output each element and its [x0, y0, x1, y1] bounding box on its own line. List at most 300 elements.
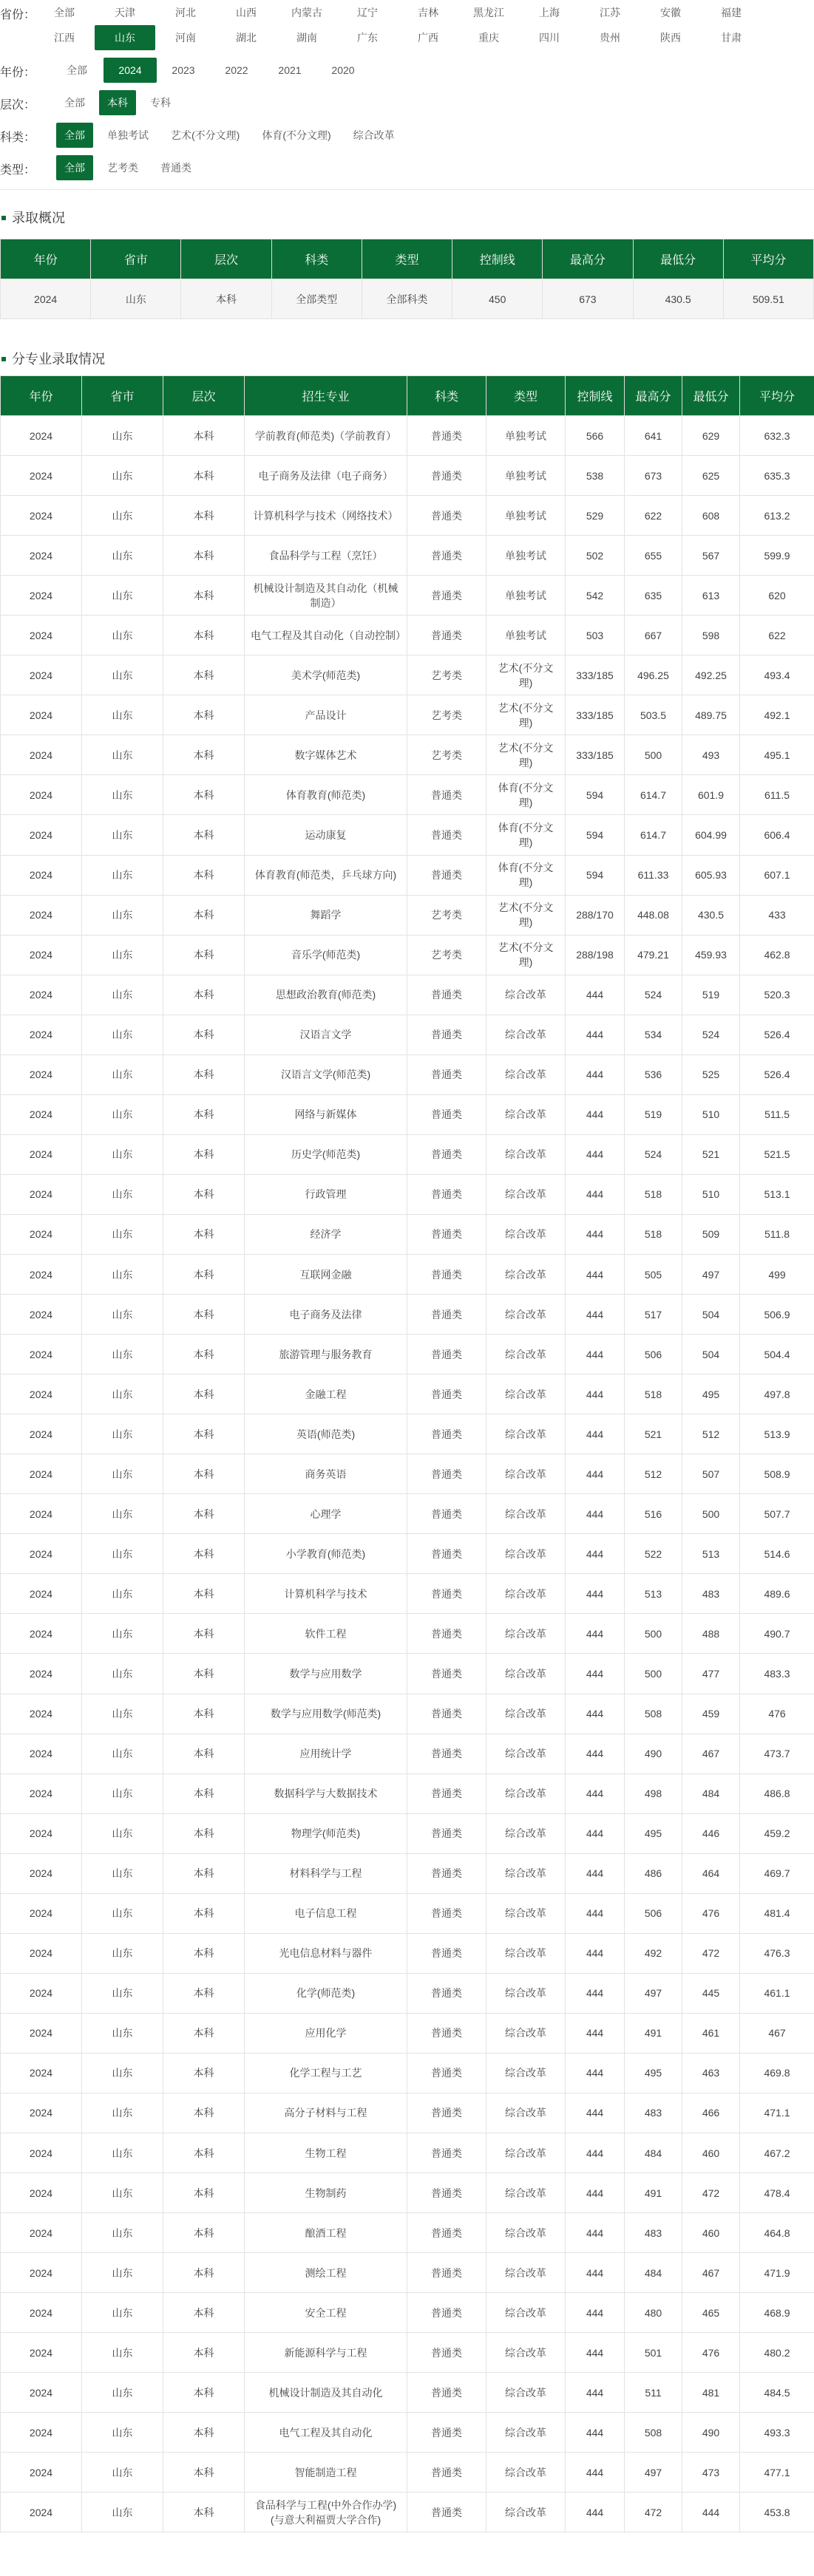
- table-cell: 444: [566, 1893, 625, 1933]
- province-option[interactable]: 河北: [175, 7, 196, 18]
- table-cell: 普通类: [407, 1015, 486, 1054]
- table-cell: 综合改革: [486, 1694, 566, 1734]
- table-cell: 2024: [1, 775, 82, 815]
- year-option[interactable]: 全部: [67, 64, 87, 76]
- table-cell: 444: [566, 2093, 625, 2133]
- column-header: 省市: [91, 239, 181, 279]
- table-cell: 本科: [163, 1295, 245, 1335]
- table-cell: 288/170: [566, 895, 625, 935]
- table-cell: 普通类: [407, 536, 486, 576]
- table-cell: 463: [682, 2053, 740, 2093]
- table-cell: 本科: [163, 1414, 245, 1454]
- table-cell: 综合改革: [486, 2013, 566, 2053]
- year-option[interactable]: 2022: [225, 64, 248, 76]
- table-cell: 469.7: [740, 1853, 814, 1893]
- province-option[interactable]: 山东: [95, 25, 155, 50]
- table-cell: 529: [566, 496, 625, 536]
- table-cell: 山东: [82, 2413, 163, 2453]
- table-cell: 美术学(师范类): [245, 655, 407, 695]
- table-cell: 444: [566, 1214, 625, 1254]
- table-cell: 444: [682, 2492, 740, 2532]
- table-cell: 444: [566, 2053, 625, 2093]
- table-cell: 288/198: [566, 935, 625, 975]
- province-option[interactable]: 贵州: [600, 32, 620, 44]
- kelei-option[interactable]: 艺术(不分文理): [171, 129, 240, 141]
- table-cell: 513: [682, 1534, 740, 1574]
- province-option[interactable]: 黑龙江: [473, 7, 504, 18]
- table-cell: 化学(师范类): [245, 1973, 407, 2013]
- table-cell: 513: [625, 1574, 682, 1614]
- table-cell: 综合改革: [486, 1454, 566, 1494]
- table-cell: 综合改革: [486, 1973, 566, 2013]
- table-cell: 山东: [82, 536, 163, 576]
- table-cell: 502: [566, 536, 625, 576]
- column-header: 科类: [407, 376, 486, 416]
- table-cell: 综合改革: [486, 1015, 566, 1054]
- table-cell: 综合改革: [486, 2253, 566, 2293]
- table-cell: 538: [566, 456, 625, 496]
- province-option[interactable]: 全部: [54, 7, 75, 18]
- province-option[interactable]: 四川: [539, 32, 560, 44]
- table-cell: 2024: [1, 855, 82, 895]
- table-cell: 普通类: [407, 2413, 486, 2453]
- province-option[interactable]: 福建: [721, 7, 742, 18]
- table-cell: 2024: [1, 1654, 82, 1694]
- table-cell: 478.4: [740, 2173, 814, 2213]
- table-cell: 484: [682, 1773, 740, 1813]
- summary-table: [0, 239, 814, 319]
- table-cell: 本科: [163, 895, 245, 935]
- table-cell: 504: [682, 1335, 740, 1374]
- table-row: [1, 1454, 814, 1494]
- table-cell: 普通类: [407, 2333, 486, 2373]
- kelei-filter-row: [0, 123, 814, 148]
- table-cell: 444: [566, 1414, 625, 1454]
- table-cell: 605.93: [682, 855, 740, 895]
- table-cell: 472: [682, 2173, 740, 2213]
- table-cell: 466: [682, 2093, 740, 2133]
- province-option[interactable]: 广西: [418, 32, 438, 44]
- table-cell: 2024: [1, 2492, 82, 2532]
- table-cell: 508: [625, 1694, 682, 1734]
- kelei-option[interactable]: 全部: [56, 123, 93, 148]
- table-cell: 495: [625, 1813, 682, 1853]
- table-cell: 综合改革: [486, 1574, 566, 1614]
- table-cell: 492.1: [740, 695, 814, 735]
- column-header: 最高分: [543, 239, 633, 279]
- table-cell: 507.7: [740, 1494, 814, 1534]
- table-cell: 山东: [82, 1335, 163, 1374]
- table-cell: 产品设计: [245, 695, 407, 735]
- column-header: 类型: [362, 239, 452, 279]
- level-option[interactable]: 本科: [99, 90, 136, 115]
- table-cell: 单独考试: [486, 416, 566, 456]
- table-cell: 483: [625, 2093, 682, 2133]
- table-cell: 497: [682, 1254, 740, 1294]
- table-cell: 594: [566, 815, 625, 855]
- table-cell: 山东: [82, 1054, 163, 1094]
- province-filter-row: [0, 0, 814, 50]
- province-option[interactable]: 广东: [357, 32, 378, 44]
- table-cell: 465: [682, 2293, 740, 2333]
- table-cell: 2024: [1, 2253, 82, 2293]
- province-option[interactable]: 陕西: [660, 32, 681, 44]
- column-header: 控制线: [566, 376, 625, 416]
- table-cell: 444: [566, 1174, 625, 1214]
- table-cell: 2024: [1, 695, 82, 735]
- table-cell: 473.7: [740, 1734, 814, 1773]
- table-cell: 本科: [163, 1015, 245, 1054]
- province-option[interactable]: 内蒙古: [291, 7, 322, 18]
- table-cell: 622: [740, 616, 814, 655]
- table-cell: 综合改革: [486, 2453, 566, 2492]
- table-cell: 433: [740, 895, 814, 935]
- table-cell: 497: [625, 1973, 682, 2013]
- table-cell: 普通类: [407, 1374, 486, 1414]
- kelei-option[interactable]: 单独考试: [107, 129, 149, 141]
- province-option[interactable]: 安徽: [660, 7, 681, 18]
- table-cell: 综合改革: [486, 1254, 566, 1294]
- table-row: [1, 2333, 814, 2373]
- table-cell: 484.5: [740, 2373, 814, 2413]
- table-cell: 汉语言文学: [245, 1015, 407, 1054]
- table-cell: 567: [682, 536, 740, 576]
- table-cell: 509.51: [723, 279, 813, 319]
- table-cell: 普通类: [407, 975, 486, 1015]
- table-cell: 体育(不分文理): [486, 815, 566, 855]
- table-cell: 山东: [82, 1374, 163, 1414]
- province-option[interactable]: 湖北: [236, 32, 257, 44]
- table-cell: 464: [682, 1853, 740, 1893]
- table-cell: 483.3: [740, 1654, 814, 1694]
- table-cell: 山东: [82, 1414, 163, 1454]
- table-cell: 综合改革: [486, 1893, 566, 1933]
- table-cell: 综合改革: [486, 2373, 566, 2413]
- level-option[interactable]: 专科: [150, 97, 171, 109]
- table-cell: 本科: [163, 2492, 245, 2532]
- table-cell: 山东: [82, 416, 163, 456]
- table-cell: 492.25: [682, 655, 740, 695]
- table-row: [1, 1654, 814, 1694]
- table-cell: 594: [566, 775, 625, 815]
- table-cell: 山东: [82, 1174, 163, 1214]
- province-option[interactable]: 江西: [54, 32, 75, 44]
- table-cell: 614.7: [625, 775, 682, 815]
- province-option[interactable]: 湖南: [296, 32, 317, 44]
- table-cell: 505: [625, 1254, 682, 1294]
- table-cell: 网络与新媒体: [245, 1094, 407, 1134]
- table-cell: 普通类: [407, 1574, 486, 1614]
- table-cell: 酿酒工程: [245, 2213, 407, 2253]
- table-cell: 本科: [163, 1134, 245, 1174]
- table-cell: 本科: [163, 2293, 245, 2333]
- type-option[interactable]: 普通类: [160, 162, 191, 174]
- table-cell: 511.5: [740, 1094, 814, 1134]
- table-cell: 普通类: [407, 2213, 486, 2253]
- table-cell: 2024: [1, 1454, 82, 1494]
- table-cell: 体育教育(师范类): [245, 775, 407, 815]
- table-row: [1, 2413, 814, 2453]
- table-cell: 电气工程及其自动化: [245, 2413, 407, 2453]
- table-cell: 计算机科学与技术（网络技术）: [245, 496, 407, 536]
- table-cell: 艺术(不分文理): [486, 935, 566, 975]
- table-cell: 材料科学与工程: [245, 1853, 407, 1893]
- table-cell: 460: [682, 2213, 740, 2253]
- column-header: 控制线: [452, 239, 543, 279]
- level-options: [0, 90, 814, 115]
- table-cell: 444: [566, 2133, 625, 2173]
- table-cell: 484: [625, 2253, 682, 2293]
- table-cell: 化学工程与工艺: [245, 2053, 407, 2093]
- kelei-option[interactable]: 体育(不分文理): [262, 129, 331, 141]
- table-cell: 444: [566, 1494, 625, 1534]
- table-cell: 本科: [163, 1773, 245, 1813]
- table-cell: 经济学: [245, 1214, 407, 1254]
- level-option[interactable]: 全部: [64, 97, 85, 109]
- table-cell: 444: [566, 1534, 625, 1574]
- table-cell: 电子商务及法律: [245, 1295, 407, 1335]
- table-cell: 普通类: [407, 2293, 486, 2333]
- table-cell: 2024: [1, 1494, 82, 1534]
- table-cell: 综合改革: [486, 2333, 566, 2373]
- province-option[interactable]: 辽宁: [357, 7, 378, 18]
- table-cell: 444: [566, 1813, 625, 1853]
- table-cell: 488: [682, 1614, 740, 1654]
- majors-table-wrap: [0, 375, 814, 2532]
- table-cell: 食品科学与工程（烹饪）: [245, 536, 407, 576]
- table-cell: 514.6: [740, 1534, 814, 1574]
- table-cell: 普通类: [407, 1773, 486, 1813]
- table-cell: 504.4: [740, 1335, 814, 1374]
- table-cell: 2024: [1, 1773, 82, 1813]
- table-cell: 594: [566, 855, 625, 895]
- table-cell: 食品科学与工程(中外合作办学)(与意大利福贾大学合作): [245, 2492, 407, 2532]
- table-cell: 2024: [1, 815, 82, 855]
- kelei-options: [0, 123, 814, 148]
- table-cell: 普通类: [407, 1414, 486, 1454]
- table-cell: 2024: [1, 1734, 82, 1773]
- table-row: [1, 279, 814, 319]
- table-cell: 本科: [163, 655, 245, 695]
- column-header: 省市: [82, 376, 163, 416]
- table-row: [1, 1614, 814, 1654]
- table-cell: 综合改革: [486, 1134, 566, 1174]
- table-row: [1, 2013, 814, 2053]
- table-row: [1, 1534, 814, 1574]
- table-cell: 510: [682, 1094, 740, 1134]
- table-cell: 山东: [82, 616, 163, 655]
- table-cell: 444: [566, 1614, 625, 1654]
- table-cell: 471.1: [740, 2093, 814, 2133]
- table-row: [1, 1374, 814, 1414]
- table-cell: 2024: [1, 1534, 82, 1574]
- table-cell: 普通类: [407, 1973, 486, 2013]
- table-cell: 综合改革: [486, 2173, 566, 2213]
- province-option[interactable]: 山西: [236, 7, 257, 18]
- table-cell: 446: [682, 1813, 740, 1853]
- table-cell: 608: [682, 496, 740, 536]
- table-cell: 体育(不分文理): [486, 775, 566, 815]
- table-cell: 普通类: [407, 1214, 486, 1254]
- province-option[interactable]: 重庆: [478, 32, 499, 44]
- column-header: 最低分: [633, 239, 723, 279]
- table-cell: 旅游管理与服务教育: [245, 1335, 407, 1374]
- year-filter-label: 年份：: [0, 67, 36, 79]
- table-cell: 2024: [1, 1374, 82, 1414]
- table-cell: 444: [566, 1773, 625, 1813]
- table-cell: 467: [740, 2013, 814, 2053]
- table-cell: 2024: [1, 2173, 82, 2213]
- column-header: 平均分: [723, 239, 813, 279]
- table-cell: 普通类: [407, 1295, 486, 1335]
- year-option[interactable]: 2024: [104, 58, 157, 83]
- kelei-option[interactable]: 综合改革: [353, 129, 395, 141]
- table-cell: 综合改革: [486, 2133, 566, 2173]
- table-cell: 软件工程: [245, 1614, 407, 1654]
- table-cell: 462.8: [740, 935, 814, 975]
- type-filter-label: 类型：: [0, 164, 36, 177]
- table-cell: 2024: [1, 1893, 82, 1933]
- table-cell: 518: [625, 1214, 682, 1254]
- year-option[interactable]: 2021: [278, 64, 302, 76]
- table-cell: 481: [682, 2373, 740, 2413]
- table-cell: 2024: [1, 536, 82, 576]
- table-cell: 山东: [82, 2053, 163, 2093]
- table-cell: 483: [625, 2213, 682, 2253]
- table-cell: 507: [682, 1454, 740, 1494]
- table-cell: 2024: [1, 1853, 82, 1893]
- table-cell: 2024: [1, 1813, 82, 1853]
- table-cell: 本科: [163, 735, 245, 775]
- level-filter-label: 层次：: [0, 99, 36, 112]
- table-cell: 山东: [82, 1734, 163, 1773]
- table-cell: 629: [682, 416, 740, 456]
- year-option[interactable]: 2020: [331, 64, 355, 76]
- table-cell: 综合改革: [486, 2213, 566, 2253]
- table-cell: 525: [682, 1054, 740, 1094]
- province-option[interactable]: 河南: [175, 32, 196, 44]
- table-cell: 2024: [1, 895, 82, 935]
- table-cell: 计算机科学与技术: [245, 1574, 407, 1614]
- table-cell: 艺术(不分文理): [486, 735, 566, 775]
- province-option[interactable]: 天津: [115, 7, 135, 18]
- table-cell: 2024: [1, 1973, 82, 2013]
- table-row: [1, 2053, 814, 2093]
- table-cell: 512: [625, 1454, 682, 1494]
- table-cell: 2024: [1, 279, 91, 319]
- table-cell: 山东: [82, 576, 163, 616]
- table-cell: 山东: [82, 815, 163, 855]
- table-cell: 山东: [82, 1494, 163, 1534]
- table-row: [1, 456, 814, 496]
- table-cell: 山东: [82, 695, 163, 735]
- table-cell: 2024: [1, 2093, 82, 2133]
- table-cell: 673: [625, 456, 682, 496]
- table-row: [1, 975, 814, 1015]
- table-cell: 普通类: [407, 1614, 486, 1654]
- table-cell: 综合改革: [486, 2413, 566, 2453]
- table-row: [1, 1254, 814, 1294]
- province-option[interactable]: 上海: [539, 7, 560, 18]
- table-cell: 山东: [82, 2133, 163, 2173]
- table-cell: 2024: [1, 1134, 82, 1174]
- table-cell: 464.8: [740, 2213, 814, 2253]
- table-cell: 430.5: [633, 279, 723, 319]
- table-cell: 综合改革: [486, 1773, 566, 1813]
- table-cell: 2024: [1, 2333, 82, 2373]
- table-cell: 新能源科学与工程: [245, 2333, 407, 2373]
- table-cell: 山东: [82, 1853, 163, 1893]
- table-cell: 山东: [82, 935, 163, 975]
- table-cell: 综合改革: [486, 1534, 566, 1574]
- table-cell: 山东: [82, 975, 163, 1015]
- table-cell: 611.33: [625, 855, 682, 895]
- table-cell: 500: [625, 1654, 682, 1694]
- province-option[interactable]: 吉林: [418, 7, 438, 18]
- table-cell: 安全工程: [245, 2293, 407, 2333]
- table-cell: 622: [625, 496, 682, 536]
- table-cell: 舞蹈学: [245, 895, 407, 935]
- table-cell: 2024: [1, 1254, 82, 1294]
- table-cell: 459.93: [682, 935, 740, 975]
- majors-header-row: [1, 376, 814, 416]
- table-cell: 山东: [82, 1254, 163, 1294]
- table-cell: 机械设计制造及其自动化: [245, 2373, 407, 2413]
- table-cell: 444: [566, 1094, 625, 1134]
- year-option[interactable]: 2023: [172, 64, 195, 76]
- table-cell: 511: [625, 2373, 682, 2413]
- table-row: [1, 2453, 814, 2492]
- column-header: 类型: [486, 376, 566, 416]
- table-cell: 心理学: [245, 1494, 407, 1534]
- table-cell: 音乐学(师范类): [245, 935, 407, 975]
- table-cell: 普通类: [407, 1094, 486, 1134]
- table-cell: 444: [566, 1853, 625, 1893]
- table-cell: 444: [566, 1454, 625, 1494]
- table-cell: 444: [566, 2413, 625, 2453]
- table-cell: 491: [625, 2173, 682, 2213]
- type-option[interactable]: 全部: [56, 155, 93, 180]
- table-cell: 电子信息工程: [245, 1893, 407, 1933]
- table-cell: 山东: [82, 1654, 163, 1694]
- table-cell: 444: [566, 2492, 625, 2532]
- province-option[interactable]: 甘肃: [721, 32, 742, 44]
- type-option[interactable]: 艺考类: [107, 162, 138, 174]
- divider: [0, 189, 814, 190]
- table-cell: 本科: [163, 1694, 245, 1734]
- table-cell: 山东: [82, 1813, 163, 1853]
- table-cell: 山东: [82, 2333, 163, 2373]
- table-cell: 635: [625, 576, 682, 616]
- table-cell: 517: [625, 1295, 682, 1335]
- table-cell: 497: [625, 2453, 682, 2492]
- table-cell: 2024: [1, 2053, 82, 2093]
- filter-panel: [0, 0, 814, 180]
- table-cell: 普通类: [407, 1134, 486, 1174]
- table-cell: 476: [740, 1694, 814, 1734]
- table-cell: 单独考试: [486, 576, 566, 616]
- province-option[interactable]: 江苏: [600, 7, 620, 18]
- table-row: [1, 735, 814, 775]
- table-cell: 本科: [163, 1893, 245, 1933]
- table-cell: 2024: [1, 735, 82, 775]
- table-cell: 467.2: [740, 2133, 814, 2173]
- table-cell: 本科: [163, 2413, 245, 2453]
- table-cell: 本科: [163, 975, 245, 1015]
- table-cell: 495: [625, 2053, 682, 2093]
- table-cell: 山东: [82, 2453, 163, 2492]
- table-cell: 566: [566, 416, 625, 456]
